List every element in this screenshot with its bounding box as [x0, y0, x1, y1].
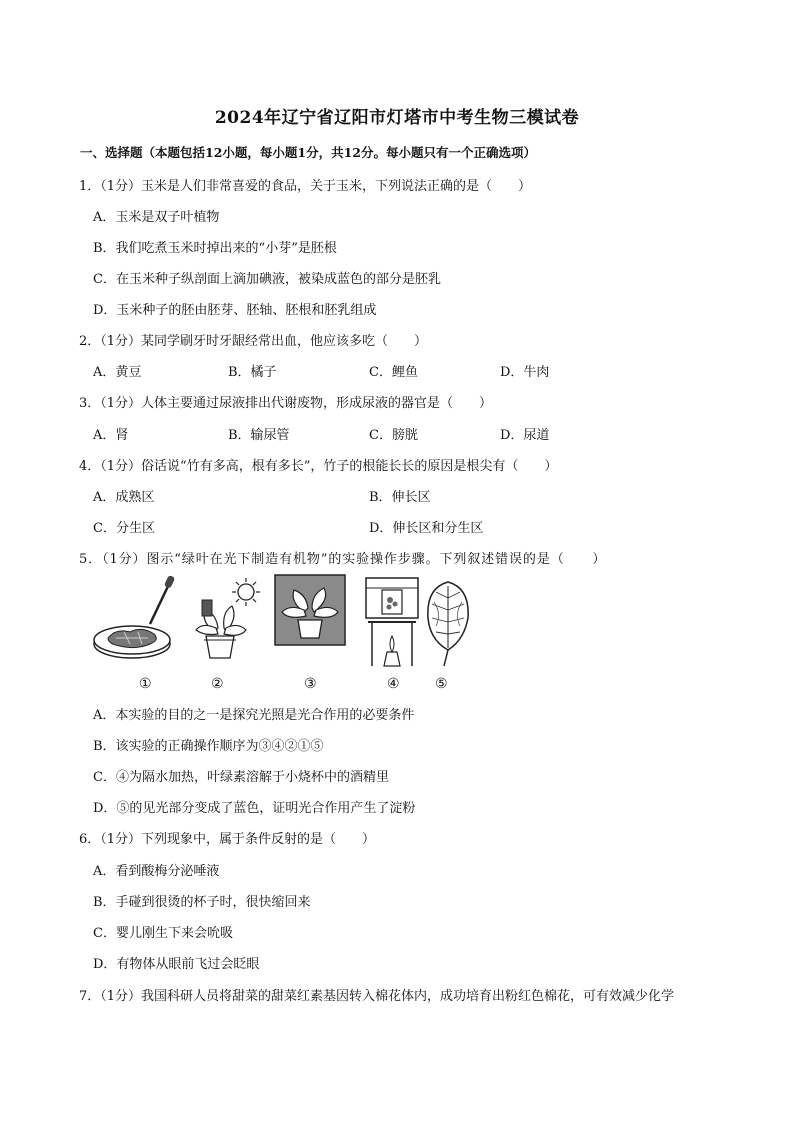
- plant-dark-box-icon: [274, 574, 346, 646]
- question-2-option-c: C．鲤鱼: [369, 365, 418, 380]
- question-4-stem: 4．（1分）俗话说“竹有多高，根有多长”，竹子的根能长长的原因是根尖有（ ）: [79, 459, 558, 474]
- question-1-option-b: B．我们吃煮玉米时掉出来的“小芽”是胚根: [93, 241, 337, 256]
- question-7-stem: 7．（1分）我国科研人员将甜菜的甜菜红素基因转入棉花体内，成功培育出粉红色棉花，可有效减少化学: [79, 989, 675, 1004]
- water-bath-heating-icon: [362, 574, 422, 670]
- question-1-option-c: C．在玉米种子纵剖面上滴加碘液，被染成蓝色的部分是胚乳: [93, 272, 441, 287]
- figure-label-5: ⑤: [435, 676, 448, 692]
- question-2-option-b: B．橘子: [228, 365, 277, 380]
- petri-dish-dropper-icon: [90, 574, 186, 670]
- figure-label-2: ②: [211, 676, 224, 692]
- figure-label-4: ④: [387, 676, 400, 692]
- question-3-stem: 3．（1分）人体主要通过尿液排出代谢废物，形成尿液的器官是（ ）: [79, 396, 493, 411]
- figure-label-1: ①: [139, 676, 152, 692]
- question-5-option-c: C．④为隔水加热，叶绿素溶解于小烧杯中的酒精里: [93, 770, 389, 785]
- question-5-option-b: B．该实验的正确操作顺序为③④②①⑤: [93, 739, 324, 754]
- question-5-option-a: A．本实验的目的之一是探究光照是光合作用的必要条件: [93, 708, 415, 723]
- question-6-option-a: A．看到酸梅分泌唾液: [93, 864, 220, 879]
- question-2-option-d: D．牛肉: [500, 365, 550, 380]
- question-6-option-d: D．有物体从眼前飞过会眨眼: [93, 957, 260, 972]
- potted-plant-sun-icon: [186, 574, 266, 670]
- question-1-stem: 1．（1分）玉米是人们非常喜爱的食品，关于玉米，下列说法正确的是（ ）: [79, 179, 532, 194]
- question-3-option-d: D．尿道: [500, 428, 550, 443]
- question-3-option-b: B．输尿管: [228, 428, 290, 443]
- page-title: 2024年辽宁省辽阳市灯塔市中考生物三模试卷: [214, 108, 580, 128]
- question-3-option-c: C．膀胱: [369, 428, 418, 443]
- question-4-option-b: B．伸长区: [369, 490, 431, 505]
- leaf-icon: [422, 574, 474, 670]
- question-4-option-d: D．伸长区和分生区: [369, 521, 484, 536]
- section-heading: 一、选择题（本题包括12小题，每小题1分，共12分。每小题只有一个正确选项）: [80, 145, 536, 160]
- question-4-option-c: C．分生区: [93, 521, 155, 536]
- question-2-option-a: A．黄豆: [93, 365, 142, 380]
- question-1-option-d: D．玉米种子的胚由胚芽、胚轴、胚根和胚乳组成: [93, 303, 377, 318]
- question-6-option-b: B．手碰到很烫的杯子时，很快缩回来: [93, 895, 311, 910]
- question-4-option-a: A．成熟区: [93, 490, 155, 505]
- question-2-stem: 2．（1分）某同学刷牙时牙龈经常出血，他应该多吃（ ）: [79, 334, 428, 349]
- question-5-option-d: D．⑤的见光部分变成了蓝色，证明光合作用产生了淀粉: [93, 801, 416, 816]
- figure-label-3: ③: [304, 676, 317, 692]
- experiment-figure: [90, 574, 470, 698]
- question-1-option-a: A．玉米是双子叶植物: [93, 210, 220, 225]
- question-6-stem: 6．（1分）下列现象中，属于条件反射的是（ ）: [79, 832, 376, 847]
- question-6-option-c: C．婴儿刚生下来会吮吸: [93, 926, 233, 941]
- question-3-option-a: A．肾: [93, 428, 129, 443]
- question-5-stem: 5．（1分）图示“绿叶在光下制造有机物”的实验操作步骤。下列叙述错误的是（ ）: [79, 552, 607, 567]
